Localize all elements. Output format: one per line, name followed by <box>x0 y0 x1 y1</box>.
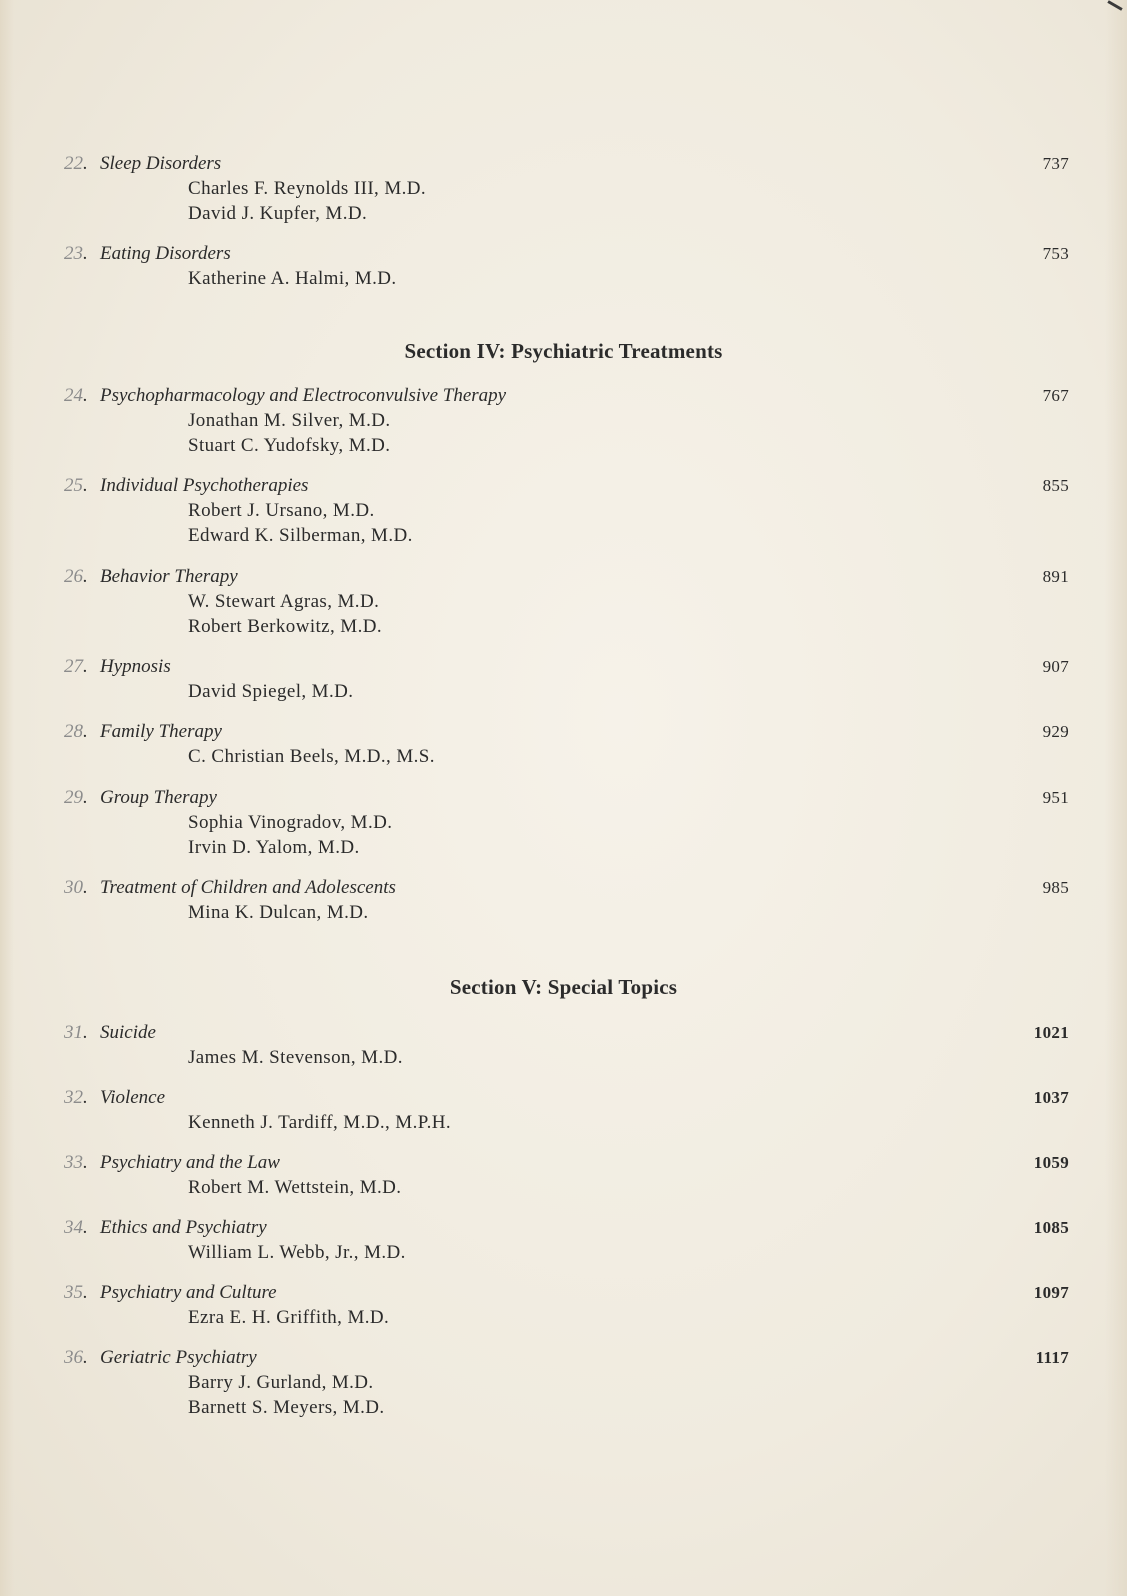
chapter-number: 23 . <box>64 242 100 266</box>
chapter-title: Psychiatry and the Law <box>100 1152 280 1173</box>
chapter-number: 28 . <box>64 720 100 744</box>
chapter-number: 30 . <box>64 876 100 900</box>
toc-entry-title <box>64 1346 1069 1370</box>
author: Jonathan M. Silver, M.D. <box>188 410 391 431</box>
chapter-page-number: 1021 <box>1033 1023 1069 1042</box>
chapter-page-number: 753 <box>1042 244 1069 263</box>
author: Kenneth J. Tardiff, M.D., M.P.H. <box>188 1112 452 1133</box>
toc-entry-title <box>64 242 1069 266</box>
toc-entry-title <box>64 384 1069 408</box>
chapter-number: 25 . <box>64 474 100 498</box>
author: Irvin D. Yalom, M.D. <box>188 837 360 858</box>
author: Sophia Vinogradov, M.D. <box>188 812 393 833</box>
chapter-number: 29 . <box>64 786 100 810</box>
author: William L. Webb, Jr., M.D. <box>188 1242 406 1263</box>
toc-entry-title <box>64 1021 1069 1045</box>
toc-entry-32 <box>64 1086 1069 1135</box>
chapter-page-number: 985 <box>1042 878 1069 897</box>
chapter-title: Suicide <box>100 1022 156 1043</box>
chapter-number: 31 . <box>64 1021 100 1045</box>
toc-entry-35 <box>64 1281 1069 1330</box>
chapter-page-number: 929 <box>1042 722 1069 741</box>
chapter-title: Group Therapy <box>100 787 217 808</box>
chapter-page-number: 951 <box>1042 788 1069 807</box>
author: Barnett S. Meyers, M.D. <box>188 1397 385 1418</box>
chapter-number: 35 . <box>64 1281 100 1305</box>
toc-entry-24 <box>64 384 1069 458</box>
chapter-page-number: 907 <box>1042 657 1069 676</box>
chapter-title: Hypnosis <box>100 656 171 677</box>
author: Barry J. Gurland, M.D. <box>188 1372 374 1393</box>
toc-entry-25 <box>64 474 1069 548</box>
chapter-number: 36 . <box>64 1346 100 1370</box>
author: W. Stewart Agras, M.D. <box>188 591 380 612</box>
chapter-page-number: 767 <box>1042 386 1069 405</box>
author: David Spiegel, M.D. <box>188 681 354 702</box>
chapter-number: 22 . <box>64 152 100 176</box>
chapter-number: 33 . <box>64 1151 100 1175</box>
author: Stuart C. Yudofsky, M.D. <box>188 435 391 456</box>
toc-entry-28 <box>64 720 1069 769</box>
toc-entry-title <box>64 474 1069 498</box>
chapter-page-number: 1097 <box>1033 1283 1069 1302</box>
toc-entry-title <box>64 1216 1069 1240</box>
chapter-title: Sleep Disorders <box>100 153 222 174</box>
toc-entry-title <box>64 786 1069 810</box>
chapter-number: 24 . <box>64 384 100 408</box>
chapter-title: Violence <box>100 1087 166 1108</box>
toc-entry-29 <box>64 786 1069 860</box>
chapter-title: Geriatric Psychiatry <box>100 1347 257 1368</box>
chapter-page-number: 1085 <box>1033 1218 1069 1237</box>
toc-entry-26 <box>64 565 1069 639</box>
chapter-title: Treatment of Children and Adolescents <box>100 877 396 898</box>
toc-entry-34 <box>64 1216 1069 1265</box>
author: James M. Stevenson, M.D. <box>188 1047 403 1068</box>
chapter-title: Behavior Therapy <box>100 566 238 587</box>
chapter-page-number: 1059 <box>1033 1153 1069 1172</box>
author: David J. Kupfer, M.D. <box>188 203 368 224</box>
toc-entry-title <box>64 1086 1069 1110</box>
author: Ezra E. H. Griffith, M.D. <box>188 1307 390 1328</box>
toc-entry-title <box>64 565 1069 589</box>
chapter-title: Psychiatry and Culture <box>100 1282 277 1303</box>
author: C. Christian Beels, M.D., M.S. <box>188 746 435 767</box>
chapter-number: 27 . <box>64 655 100 679</box>
chapter-title: Family Therapy <box>100 721 222 742</box>
chapter-page-number: 1037 <box>1033 1088 1069 1107</box>
author: Robert M. Wettstein, M.D. <box>188 1177 402 1198</box>
section-heading-iv: Section IV: Psychiatric Treatments <box>404 339 723 363</box>
toc-entry-title <box>64 1281 1069 1305</box>
toc-entry-30 <box>64 876 1069 925</box>
toc-entry-title <box>64 876 1069 900</box>
toc-entry-title <box>64 720 1069 744</box>
section-heading-v: Section V: Special Topics <box>449 975 678 999</box>
author: Charles F. Reynolds III, M.D. <box>188 178 427 199</box>
chapter-page-number: 1117 <box>1035 1348 1069 1367</box>
toc-entry-title <box>64 655 1069 679</box>
toc-entry-title <box>64 1151 1069 1175</box>
toc-entry-31 <box>64 1021 1069 1070</box>
chapter-title: Psychopharmacology and Electroconvulsive Therapy <box>100 385 507 406</box>
chapter-title: Individual Psychotherapies <box>100 475 309 496</box>
toc-entry-22 <box>64 152 1069 226</box>
chapter-title: Ethics and Psychiatry <box>100 1217 267 1238</box>
author: Mina K. Dulcan, M.D. <box>188 902 369 923</box>
toc-entry-title <box>64 152 1069 176</box>
chapter-page-number: 855 <box>1042 476 1069 495</box>
author: Robert J. Ursano, M.D. <box>188 500 375 521</box>
chapter-page-number: 891 <box>1042 567 1069 586</box>
author: Robert Berkowitz, M.D. <box>188 616 383 637</box>
toc-entry-27 <box>64 655 1069 704</box>
toc-entry-33 <box>64 1151 1069 1200</box>
chapter-number: 34 . <box>64 1216 100 1240</box>
chapter-number: 26 . <box>64 565 100 589</box>
chapter-title: Eating Disorders <box>100 243 231 264</box>
chapter-number: 32 . <box>64 1086 100 1110</box>
author: Katherine A. Halmi, M.D. <box>188 268 397 289</box>
author: Edward K. Silberman, M.D. <box>188 525 413 546</box>
toc-entry-36 <box>64 1346 1069 1420</box>
chapter-page-number: 737 <box>1042 154 1069 173</box>
toc-entry-23 <box>64 242 1069 291</box>
